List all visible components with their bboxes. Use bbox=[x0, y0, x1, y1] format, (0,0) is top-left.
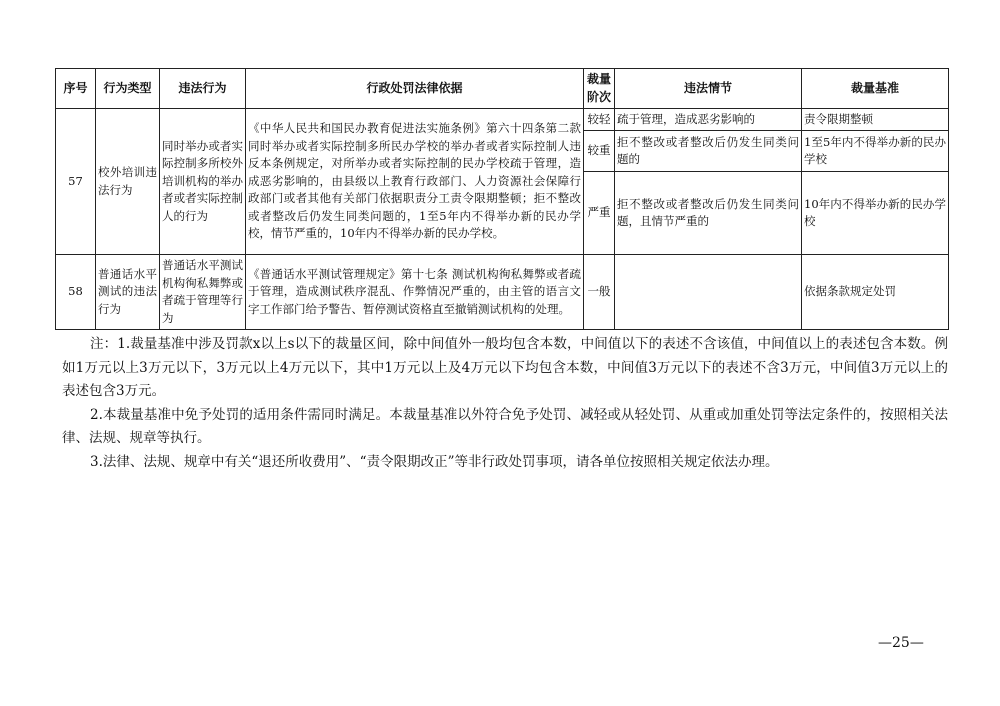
row58-circ bbox=[615, 255, 802, 330]
header-level: 裁量阶次 bbox=[584, 69, 615, 109]
row57-std-1: 责令限期整顿 bbox=[802, 109, 949, 131]
row57-type: 校外培训违法行为 bbox=[96, 109, 160, 255]
row57-circ-2: 拒不整改或者整改后仍发生同类问题的 bbox=[615, 131, 802, 172]
header-basis: 行政处罚法律依据 bbox=[246, 69, 584, 109]
row57-act: 同时举办或者实际控制多所校外培训机构的举办者或者实际控制人的行为 bbox=[160, 109, 246, 255]
note-2: 2.本裁量基准中免予处罚的适用条件需同时满足。本裁量基准以外符合免予处罚、减轻或从轻处罚、从重或加重处罚等法定条件的，按照相关法律、法规、规章等执行。 bbox=[62, 406, 948, 446]
header-type: 行为类型 bbox=[96, 69, 160, 109]
row58-basis: 《普通话水平测试管理规定》第十七条 测试机构徇私舞弊或者疏于管理，造成测试秩序混乱、作弊情况严重的，由主管的语言文字工作部门给予警告、暂停测试资格直至撤销测试机构的处理。 bbox=[246, 255, 584, 330]
table-notes bbox=[62, 333, 948, 474]
row57-level-2: 较重 bbox=[584, 131, 615, 172]
row57-basis: 《中华人民共和国民办教育促进法实施条例》第六十四条第二款 同时举办或者实际控制多所民办学校的举办者或者实际控制人违反本条例规定，对所举办或者实际控制的民办学校疏于管理，造成恶劣影响的，由县级以上教育行政部门、人力资源社会保障行政部门或者其他有关部门依据职责分工责令限期整顿；拒不整改或者整改后仍发生同类问题的，1至5年内不得举办新的民办学校，情节严重的，10年内不得举办新的民办学校。 bbox=[246, 109, 584, 255]
page-number: —25— bbox=[878, 635, 924, 651]
table-row bbox=[56, 109, 949, 131]
table-row bbox=[56, 255, 949, 330]
header-act: 违法行为 bbox=[160, 69, 246, 109]
row58-no: 58 bbox=[56, 255, 96, 330]
row58-level: 一般 bbox=[584, 255, 615, 330]
row57-std-3: 10年内不得举办新的民办学校 bbox=[802, 172, 949, 255]
header-standard: 裁量基准 bbox=[802, 69, 949, 109]
header-circumstance: 违法情节 bbox=[615, 69, 802, 109]
row57-no: 57 bbox=[56, 109, 96, 255]
row57-level-3: 严重 bbox=[584, 172, 615, 255]
row57-std-2: 1至5年内不得举办新的民办学校 bbox=[802, 131, 949, 172]
row58-act: 普通话水平测试机构徇私舞弊或者疏于管理等行为 bbox=[160, 255, 246, 330]
row57-circ-3: 拒不整改或者整改后仍发生同类问题，且情节严重的 bbox=[615, 172, 802, 255]
row57-level-1: 较轻 bbox=[584, 109, 615, 131]
note-1: 注：1.裁量基准中涉及罚款x以上s以下的裁量区间，除中间值外一般均包含本数，中间值以下的表述不含该值，中间值以上的表述包含本数。例如1万元以上3万元以下，3万元以上4万元以下，其中1万元以上及4万元以下均包含本数，中间值3万元以下的表述不含3万元，中间值3万元以上的表述包含3万元。 bbox=[62, 336, 948, 399]
note-3: 3.法律、法规、规章中有关“退还所收费用”、“责令限期改正”等非行政处罚事项，请各单位按照相关规定依法办理。 bbox=[90, 453, 779, 470]
row58-type: 普通话水平测试的违法行为 bbox=[96, 255, 160, 330]
row58-std: 依据条款规定处罚 bbox=[802, 255, 949, 330]
table-header-row bbox=[56, 69, 949, 109]
header-no: 序号 bbox=[56, 69, 96, 109]
penalty-discretion-table bbox=[55, 68, 949, 330]
row57-circ-1: 疏于管理，造成恶劣影响的 bbox=[615, 109, 802, 131]
